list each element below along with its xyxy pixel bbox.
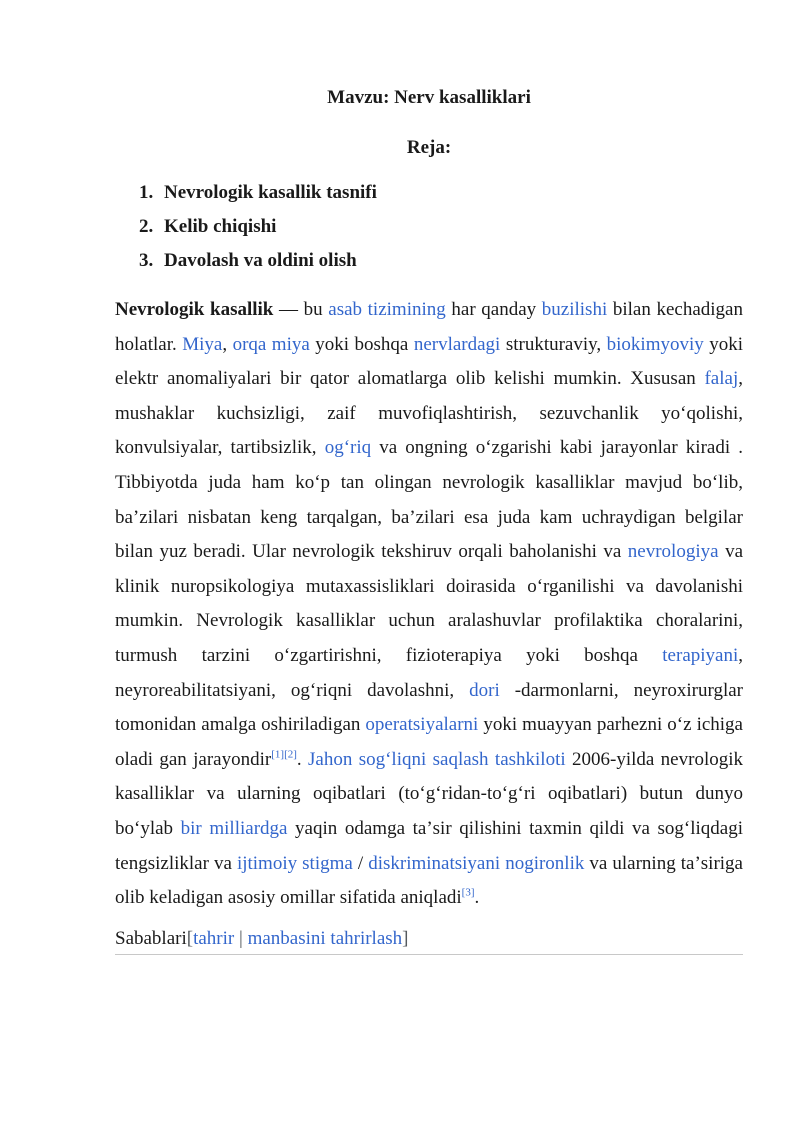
citation-3[interactable]: [3] xyxy=(461,886,475,899)
link-ogriq[interactable]: ogʻriq xyxy=(324,437,372,459)
citation-1[interactable]: [1] xyxy=(271,748,285,761)
edit-bracket-close: ] xyxy=(402,927,409,949)
document-page xyxy=(115,86,743,955)
plan-item-number: 2. xyxy=(139,216,154,237)
text-run: -darmonlarni, neyroxirurglar tomonidan amalga oshiriladigan xyxy=(115,679,744,736)
text-run: strukturaviy, xyxy=(500,333,607,355)
text-run: har qanday xyxy=(445,299,542,320)
section-heading xyxy=(115,926,743,955)
link-who[interactable]: Jahon sogʻliqni saqlash tashkiloti xyxy=(308,748,566,770)
text-run: yoki elektr anomaliyalari bir qator alomatlarga olib kelishi mumkin. Xususan xyxy=(115,333,744,390)
text-run: yoki boshqa xyxy=(309,333,414,355)
text-run: yoki muayyan parhezni oʻz ichiga oladi gan jarayondir xyxy=(115,714,743,770)
plan-item-number: 3. xyxy=(139,250,154,271)
link-bir-milliardga[interactable]: bir milliardga xyxy=(180,817,288,839)
plan-list xyxy=(115,176,743,278)
plan-item-text: Kelib chiqishi xyxy=(164,216,277,237)
text-run: va ongning oʻzgarishi kabi jarayonlar kiradi . Tibbiyotda juda ham koʻp tan olingan nevrologik kasalliklar mavjud boʻlib, baʼzilari nisbatan keng tarqalgan, baʼzilari esa juda kam uchraydigan belgilar bilan yuz beradi. Ular nevrologik tekshiruv orqali baholanishi va xyxy=(115,437,743,563)
text-run: / xyxy=(352,852,369,874)
text-run: va klinik nuropsikologiya mutaxassisliklari doirasida oʻrganilishi va davolanishi mumkin. Nevrologik kasalliklar uchun aralashuvlar profilaktika choralarini, turmush tarzini oʻzgartirishni, fizioterapiya yoki boshqa xyxy=(115,541,743,666)
text-run: , neyroreabilitatsiyani, ogʻriqni davolashni, xyxy=(115,644,743,701)
link-dori[interactable]: dori xyxy=(469,679,500,701)
link-nervlardagi[interactable]: nervlardagi xyxy=(413,333,501,355)
text-run: va ularning taʼsiriga olib keladigan asosiy omillar sifatida aniqladi xyxy=(115,852,743,909)
text-run: yaqin odamga taʼsir qilishini taxmin qildi va sogʻliqdagi tengsizliklar va xyxy=(115,817,743,874)
edit-bracket-open: [ xyxy=(186,927,194,949)
section-title: Sabablari xyxy=(115,927,187,949)
citation-2[interactable]: [2] xyxy=(284,748,297,761)
plan-item-text: Davolash va oldini olish xyxy=(164,250,357,271)
text-run: . xyxy=(474,887,480,909)
link-buzilishi[interactable]: buzilishi xyxy=(541,299,608,320)
link-ijtimoiy-stigma[interactable]: ijtimoiy stigma xyxy=(236,852,353,874)
text-run: — bu xyxy=(273,299,329,320)
link-asab-tizimining[interactable]: asab tizimining xyxy=(328,299,446,320)
plan-heading: Reja: xyxy=(406,137,452,158)
plan-item xyxy=(115,210,743,244)
main-paragraph xyxy=(115,293,743,916)
link-nogironlik[interactable]: nogironlik xyxy=(505,852,585,874)
plan-item-text: Nevrologik kasallik tasnifi xyxy=(164,182,377,203)
link-terapiyani[interactable]: terapiyani xyxy=(662,644,739,666)
text-run: . xyxy=(296,748,309,770)
plan-item-number: 1. xyxy=(139,182,154,203)
edit-source-link[interactable]: manbasini tahrirlash xyxy=(247,927,403,949)
plan-item xyxy=(115,176,743,210)
text-run: , xyxy=(222,333,233,355)
link-biokimyoviy[interactable]: biokimyoviy xyxy=(606,333,704,355)
term-bold: Nevrologik kasallik xyxy=(115,299,274,320)
text-run: , mushaklar kuchsizligi, zaif muvofiqlashtirish, sezuvchanlik yoʻqolishi, konvulsiyalar, tartibsizlik, xyxy=(115,368,743,459)
link-falaj[interactable]: falaj xyxy=(704,368,739,390)
link-orqa-miya[interactable]: orqa miya xyxy=(232,333,310,355)
edit-link[interactable]: tahrir xyxy=(193,927,235,949)
text-run: bilan kechadigan holatlar. xyxy=(115,299,743,355)
link-diskriminatsiyani[interactable]: diskriminatsiyani xyxy=(368,852,501,874)
edit-separator: | xyxy=(234,927,248,949)
link-operatsiyalarni[interactable]: operatsiyalarni xyxy=(365,714,479,736)
text-run: 2006-yilda nevrologik kasalliklar va ularning oqibatlari (toʻgʻridan-toʻgʻri oqibatlari) butun dunyo boʻylab xyxy=(115,748,743,839)
document-title: Mavzu: Nerv kasalliklari xyxy=(327,87,531,108)
link-nevrologiya[interactable]: nevrologiya xyxy=(627,541,719,563)
link-miya[interactable]: Miya xyxy=(182,333,223,355)
plan-item xyxy=(115,244,743,278)
